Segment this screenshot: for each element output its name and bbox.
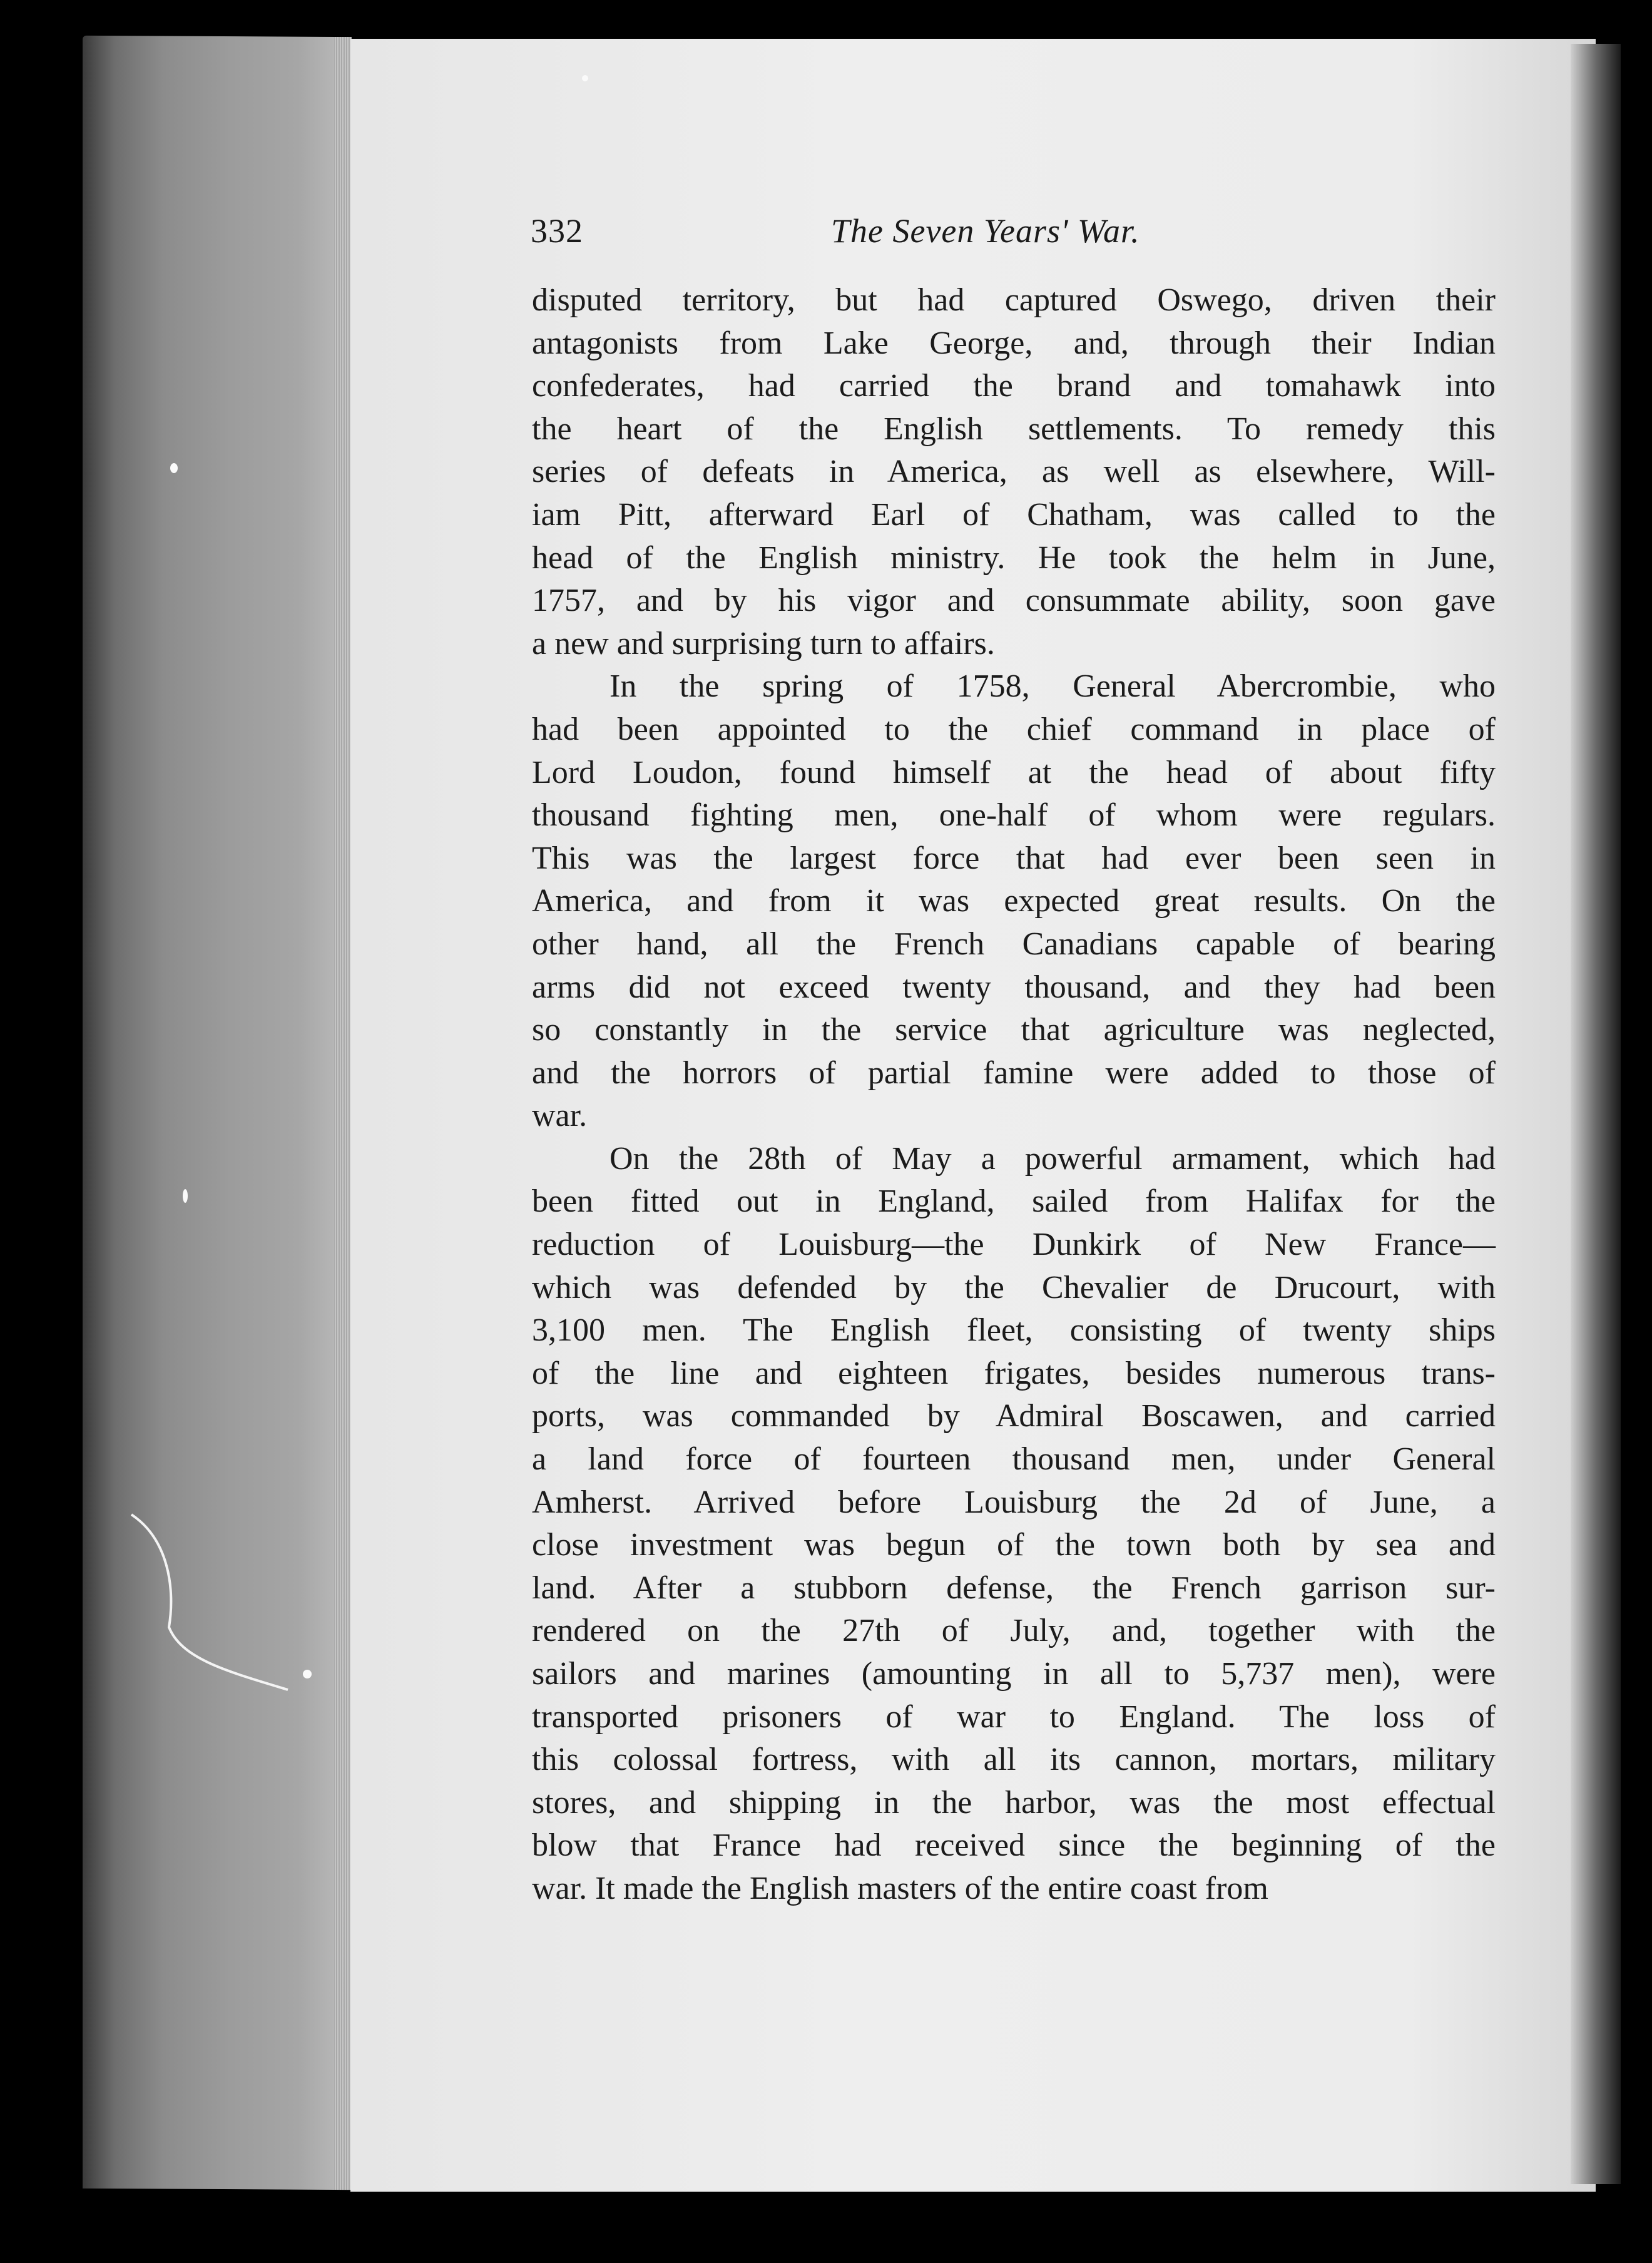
text-line: This was the largest force that had ever been seen in xyxy=(532,840,1496,876)
text-line: antagonists from Lake George, and, through their Indian xyxy=(532,325,1496,361)
text-line: confederates, had carried the brand and tomahawk into xyxy=(532,368,1496,404)
text-line: ports, was commanded by Admiral Boscawen, and carried xyxy=(532,1398,1496,1434)
text-line: close investment was begun of the town both by sea and xyxy=(532,1527,1496,1563)
text-line: In the spring of 1758, General Abercrombie, who xyxy=(609,668,1496,705)
text-line: a land force of fourteen thousand men, under General xyxy=(532,1441,1496,1478)
dust-speck xyxy=(303,1670,312,1678)
dust-speck xyxy=(582,75,588,81)
text-line: the heart of the English settlements. To remedy this xyxy=(532,411,1496,447)
text-line: transported prisoners of war to England. The loss of xyxy=(532,1699,1496,1735)
text-line: disputed territory, but had captured Oswego, driven their xyxy=(532,282,1496,318)
dust-speck xyxy=(170,463,178,473)
book-page-edges xyxy=(83,36,352,2190)
paragraph xyxy=(532,1138,1496,1911)
text-line: this colossal fortress, with all its cannon, mortars, military xyxy=(532,1742,1496,1778)
text-line: war. It made the English masters of the entire coast from xyxy=(532,1870,1268,1906)
text-line: which was defended by the Chevalier de Drucourt, with xyxy=(532,1269,1496,1305)
dust-speck xyxy=(183,1189,188,1203)
text-line: 3,100 men. The English fleet, consisting of twenty ships xyxy=(532,1312,1496,1349)
text-line: On the 28th of May a powerful armament, which had xyxy=(609,1140,1496,1177)
text-line: blow that France had received since the beginning of the xyxy=(532,1827,1496,1864)
text-line: head of the English ministry. He took the helm in June, xyxy=(532,539,1496,576)
text-line: sailors and marines (amounting in all to 5,737 men), were xyxy=(532,1656,1496,1692)
page-number: 332 xyxy=(531,212,583,250)
text-line: land. After a stubborn defense, the French garrison sur- xyxy=(532,1570,1496,1606)
text-line: America, and from it was expected great results. On the xyxy=(532,883,1496,919)
text-line: a new and surprising turn to affairs. xyxy=(532,625,995,662)
body-text xyxy=(532,279,1496,1911)
text-line: arms did not exceed twenty thousand, and they had been xyxy=(532,969,1496,1005)
text-line: reduction of Louisburg—the Dunkirk of New France— xyxy=(532,1227,1496,1263)
text-line: rendered on the 27th of July, and, together with the xyxy=(532,1613,1496,1649)
text-line: series of defeats in America, as well as elsewhere, Will- xyxy=(532,454,1496,490)
text-line: war. xyxy=(532,1098,588,1134)
text-line: Lord Loudon, found himself at the head of about fifty xyxy=(532,754,1496,790)
text-line: Amherst. Arrived before Louisburg the 2d of June, a xyxy=(532,1484,1496,1520)
page-header xyxy=(531,212,1206,262)
text-line: had been appointed to the chief command in place of xyxy=(532,711,1496,747)
text-line: iam Pitt, afterward Earl of Chatham, was called to the xyxy=(532,496,1496,533)
text-line: stores, and shipping in the harbor, was the most effectual xyxy=(532,1784,1496,1821)
scratch-mark xyxy=(125,1502,300,1702)
text-line: other hand, all the French Canadians capable of bearing xyxy=(532,926,1496,962)
text-line: and the horrors of partial famine were added to those of xyxy=(532,1055,1496,1091)
book-gutter-shadow xyxy=(1571,44,1621,2184)
paragraph xyxy=(532,279,1496,665)
text-line: been fitted out in England, sailed from Halifax for the xyxy=(532,1183,1496,1220)
paragraph xyxy=(532,665,1496,1138)
text-line: 1757, and by his vigor and consummate ability, soon gave xyxy=(532,583,1496,619)
running-title: The Seven Years' War. xyxy=(831,212,1140,250)
text-line: thousand fighting men, one-half of whom were regulars. xyxy=(532,797,1496,834)
text-line: so constantly in the service that agriculture was neglected, xyxy=(532,1012,1496,1048)
text-line: of the line and eighteen frigates, besides numerous trans- xyxy=(532,1355,1496,1391)
